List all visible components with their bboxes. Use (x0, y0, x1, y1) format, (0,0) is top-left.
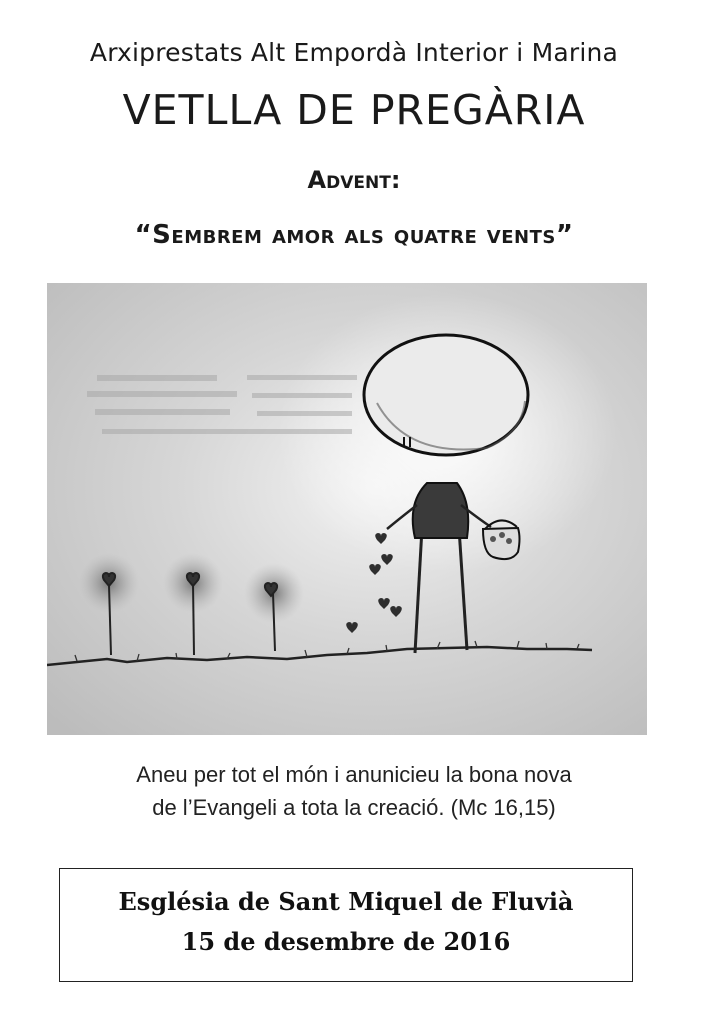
event-place: Església de Sant Miquel de Fluvià (118, 887, 574, 916)
sprout-stem (193, 583, 194, 655)
event-info-box (59, 868, 633, 982)
illustration-child-sowing-hearts (47, 283, 647, 735)
child-body (413, 483, 469, 538)
subtitle-motto: “Sembrem amor als quatre vents” (134, 220, 574, 250)
subtitle-season: Advent: (307, 166, 401, 194)
page-title: VETLLA DE PREGÀRIA (122, 86, 586, 134)
bible-verse-line-2: de l’Evangeli a tota la creació. (Mc 16,15) (152, 795, 556, 820)
event-date: 15 de desembre de 2016 (181, 927, 511, 956)
organization-heading: Arxiprestats Alt Empordà Interior i Marina (89, 38, 619, 67)
child-head (364, 335, 528, 455)
bible-verse-line-1: Aneu per tot el món i anunicieu la bona nova (136, 762, 572, 787)
